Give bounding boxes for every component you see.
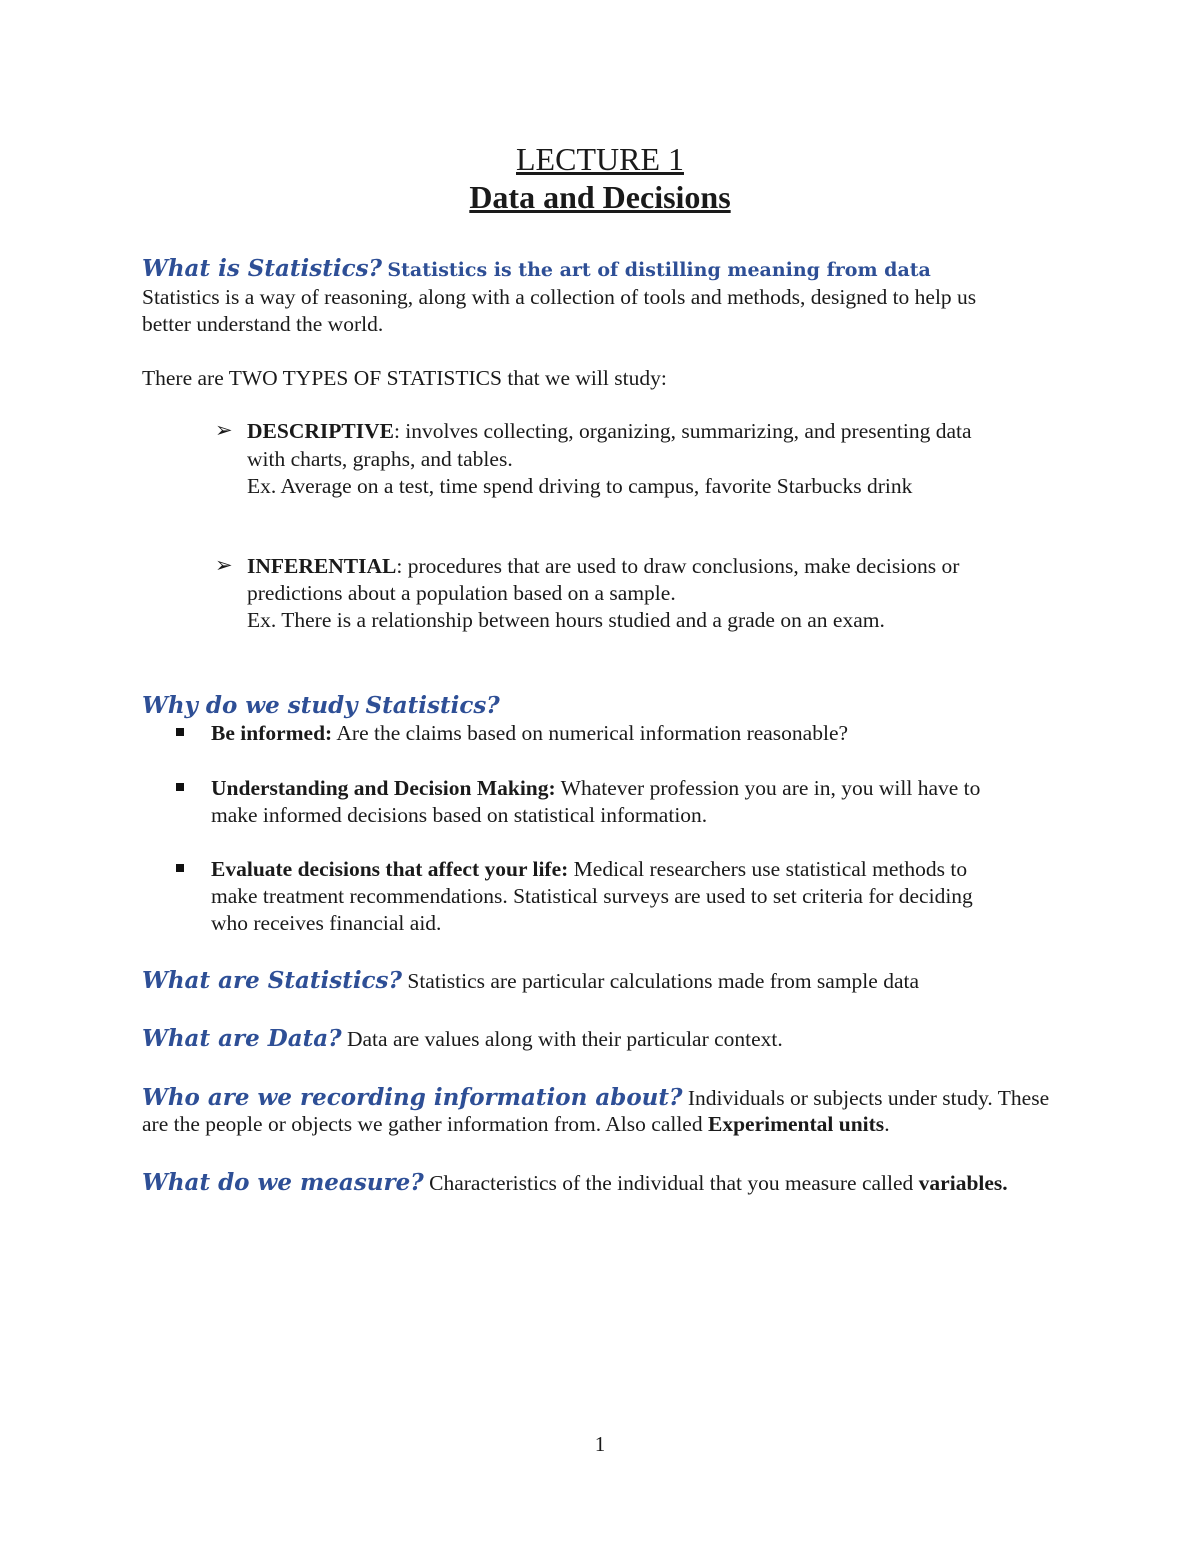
who-question: Who are we recording information about? — [142, 1084, 683, 1111]
why-item-1 — [211, 720, 848, 747]
inferential-line-1 — [247, 553, 959, 580]
measure-answer: Characteristics of the individual that you measure called — [423, 1171, 919, 1195]
who-line-2 — [142, 1111, 890, 1138]
why-item-2-line-2: make informed decisions based on statistical information. — [211, 803, 708, 827]
measure-line — [142, 1169, 1008, 1197]
why-item-3-line-2: make treatment recommendations. Statistical surveys are used to set criteria for deciding — [211, 884, 973, 908]
what-is-statistics-question: What is Statistics? — [142, 255, 383, 282]
arrow-bullet-icon: ➢ — [215, 418, 233, 442]
what-are-data-answer: Data are values along with their particular context. — [341, 1027, 783, 1051]
why-item-1-text: Are the claims based on numerical information reasonable? — [332, 721, 849, 745]
what-is-line-2: better understand the world. — [142, 312, 384, 336]
inferential-term: INFERENTIAL — [247, 554, 397, 578]
inferential-example: Ex. There is a relationship between hours studied and a grade on an exam. — [247, 608, 885, 632]
descriptive-example: Ex. Average on a test, time spend driving to campus, favorite Starbucks drink — [247, 474, 913, 498]
what-are-data-question: What are Data? — [142, 1025, 342, 1052]
arrow-bullet-icon: ➢ — [215, 553, 233, 577]
what-are-statistics-question: What are Statistics? — [142, 967, 402, 994]
what-are-data — [142, 1025, 783, 1053]
why-item-3-text: Medical researchers use statistical methods to — [568, 857, 968, 881]
who-line-1 — [142, 1084, 1049, 1112]
why-heading — [142, 692, 500, 720]
why-item-2-term: Understanding and Decision Making: — [211, 776, 556, 800]
descriptive-text: : involves collecting, organizing, summarizing, and presenting data — [393, 419, 972, 443]
why-item-3-term: Evaluate decisions that affect your life: — [211, 857, 569, 881]
what-is-statistics-answer: Statistics is the art of distilling meaning from data — [387, 259, 931, 281]
why-item-3 — [211, 856, 967, 883]
types-intro: There are TWO TYPES OF STATISTICS that we will study: — [142, 366, 667, 390]
why-item-2-text: Whatever profession you are in, you will have to — [555, 776, 981, 800]
why-item-1-term: Be informed: — [211, 721, 333, 745]
lecture-title: Data and Decisions — [469, 179, 731, 215]
variables-term: variables. — [918, 1171, 1008, 1195]
who-line-2-end: . — [884, 1112, 890, 1136]
descriptive-line-2: with charts, graphs, and tables. — [247, 447, 513, 471]
why-question: Why do we study Statistics? — [142, 692, 500, 719]
inferential-text: : procedures that are used to draw conclusions, make decisions or — [396, 554, 960, 578]
inferential-line-2: predictions about a population based on a sample. — [247, 581, 676, 605]
experimental-units-term: Experimental units — [707, 1112, 885, 1136]
descriptive-line-1 — [247, 418, 972, 445]
what-are-statistics — [142, 967, 919, 995]
what-is-line-1: Statistics is a way of reasoning, along with a collection of tools and methods, designed to help us — [142, 285, 977, 309]
square-bullet-icon — [176, 728, 184, 736]
what-are-statistics-answer: Statistics are particular calculations made from sample data — [402, 969, 919, 993]
why-item-3-line-3: who receives financial aid. — [211, 911, 442, 935]
square-bullet-icon — [176, 864, 184, 872]
square-bullet-icon — [176, 783, 184, 791]
descriptive-term: DESCRIPTIVE — [247, 419, 394, 443]
why-item-2 — [211, 775, 980, 802]
who-line-2-text: are the people or objects we gather information from. Also called — [142, 1112, 708, 1136]
measure-question: What do we measure? — [142, 1169, 424, 1196]
what-is-statistics-heading — [142, 255, 931, 284]
who-answer: Individuals or subjects under study. These — [682, 1086, 1050, 1110]
lecture-number: LECTURE 1 — [516, 141, 684, 177]
page-number: 1 — [594, 1432, 606, 1456]
